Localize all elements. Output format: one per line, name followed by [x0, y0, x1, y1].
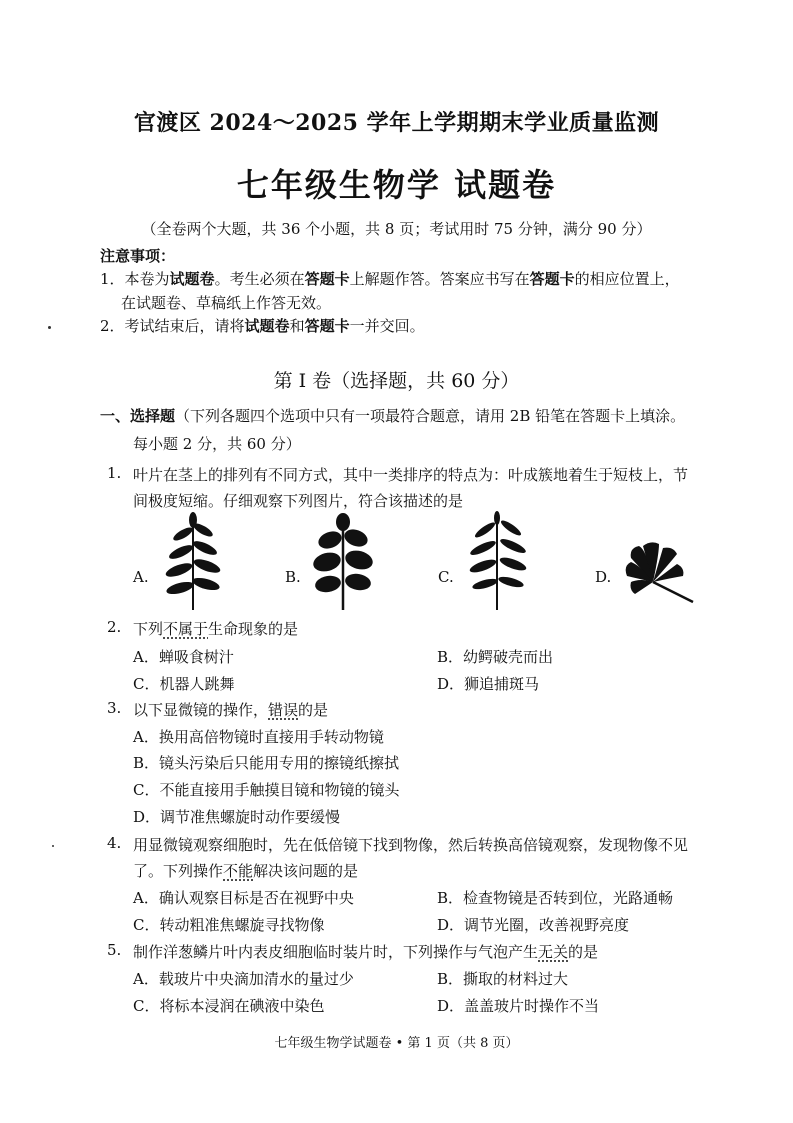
q4-option-d: D．调节光圈，改善视野亮度: [437, 916, 630, 934]
exam-paper-title: 七年级生物学 试题卷: [236, 166, 557, 204]
q5-stem-text: 的是: [568, 943, 599, 961]
q2-number: 2.: [107, 618, 122, 636]
scan-speck: [48, 326, 51, 329]
q5-stem-emphasis: 无关: [538, 943, 569, 961]
notice-heading: 注意事项：: [100, 247, 176, 265]
notice-bold: 答题卡: [529, 270, 575, 288]
q3-option-a: A．换用高倍物镜时直接用手转动物镜: [133, 728, 384, 746]
q5-option-c: C．将标本浸润在碘液中染色: [133, 997, 325, 1015]
q3-stem: [133, 699, 328, 720]
notice-item-1-cont: 在试题卷、草稿纸上作答无效。: [121, 294, 332, 312]
q5-stem-text: 制作洋葱鳞片叶内表皮细胞临时装片时，下列操作与气泡产生: [133, 943, 539, 961]
q2-stem-text: 下列: [133, 620, 164, 638]
scan-speck: [52, 845, 54, 847]
q4-option-c: C．转动粗准焦螺旋寻找物像: [133, 916, 325, 934]
page-footer: 七年级生物学试题卷 • 第 1 页（共 8 页）: [274, 1036, 519, 1051]
section-title: 第 I 卷（选择题，共 60 分）: [273, 370, 520, 392]
q1-number: 1.: [107, 464, 122, 482]
q1-plant-c-image: [465, 510, 535, 612]
q2-stem-text: 生命现象的是: [208, 620, 299, 638]
q4-stem-line1: 用显微镜观察细胞时，先在低倍镜下找到物像，然后转换高倍镜观察，发现物像不见: [133, 836, 689, 854]
q3-stem-text: 的是: [298, 701, 329, 719]
notice-bold: 答题卡: [304, 270, 350, 288]
q1-option-c: C.: [438, 568, 454, 586]
notice-bold: 试题卷: [169, 270, 215, 288]
exam-subtitle: （全卷两个大题，共 36 个小题，共 8 页；考试用时 75 分钟，满分 90 分）: [141, 220, 652, 238]
notice-text: 一并交回。: [349, 317, 425, 335]
q3-stem-emphasis: 错误: [268, 701, 299, 719]
notice-bold: 答题卡: [304, 317, 350, 335]
q4-option-a: A．确认观察目标是否在视野中央: [133, 889, 354, 907]
notice-text: 2．考试结束后，请将: [100, 317, 245, 335]
q5-number: 5.: [107, 941, 122, 959]
notice-item-2: [100, 315, 425, 336]
q5-option-d: D．盖盖玻片时操作不当: [437, 997, 600, 1015]
notice-bold: 试题卷: [244, 317, 290, 335]
notice-text: 和: [289, 317, 305, 335]
q4-number: 4.: [107, 834, 122, 852]
q4-stem-emphasis: 不能: [223, 862, 254, 880]
q3-option-c: C．不能直接用手触摸目镜和物镜的镜头: [133, 781, 400, 799]
q1-option-d: D.: [595, 568, 612, 586]
notice-text: 上解题作答。答案应书写在: [349, 270, 530, 288]
q1-option-b: B.: [285, 568, 301, 586]
q1-stem-line2: 间极度短缩。仔细观察下列图片，符合该描述的是: [133, 492, 464, 510]
q5-option-b: B．撕取的材料过大: [437, 970, 569, 988]
q3-option-d: D．调节准焦螺旋时动作要缓慢: [133, 808, 341, 826]
q2-stem: [133, 618, 298, 639]
part1-heading-line: [100, 405, 685, 426]
part1-heading: 一、选择题: [100, 407, 176, 425]
q2-option-b: B．幼鳄破壳而出: [437, 648, 554, 666]
q4-option-b: B．检查物镜是否转到位，光路通畅: [437, 889, 674, 907]
q1-option-a: A.: [133, 568, 149, 586]
exam-header-title: 官渡区 2024～2025 学年上学期期末学业质量监测: [133, 110, 660, 136]
q3-stem-text: 以下显微镜的操作，: [133, 701, 269, 719]
q4-stem-line2: [133, 860, 358, 881]
notice-text: 的相应位置上，: [574, 270, 680, 288]
q5-option-a: A．载玻片中央滴加清水的量过少: [133, 970, 354, 988]
q3-number: 3.: [107, 699, 122, 717]
q1-plant-b-image: [305, 512, 380, 612]
q3-option-b: B．镜头污染后只能用专用的擦镜纸擦拭: [133, 754, 400, 772]
q2-stem-emphasis: 不属于: [163, 620, 209, 638]
q1-stem-line1: 叶片在茎上的排列有不同方式，其中一类排序的特点为：叶成簇地着生于短枝上，节: [133, 466, 689, 484]
q5-stem: [133, 941, 598, 962]
q2-option-d: D．狮追捕斑马: [437, 675, 540, 693]
q1-plant-d-image: [623, 540, 695, 608]
part1-instruction-cont: 每小题 2 分，共 60 分）: [133, 435, 301, 453]
q2-option-a: A．蝉吸食树汁: [133, 648, 234, 666]
notice-item-1: [100, 268, 680, 289]
part1-instruction: （下列各题四个选项中只有一项最符合题意，请用 2B 铅笔在答题卡上填涂。: [175, 407, 686, 425]
notice-text: 1．本卷为: [100, 270, 170, 288]
q1-plant-a-image: [155, 512, 230, 612]
q2-option-c: C．机器人跳舞: [133, 675, 235, 693]
q4-stem-text: 了。下列操作: [133, 862, 224, 880]
q4-stem-text: 解决该问题的是: [253, 862, 359, 880]
notice-text: 。考生必须在: [214, 270, 305, 288]
